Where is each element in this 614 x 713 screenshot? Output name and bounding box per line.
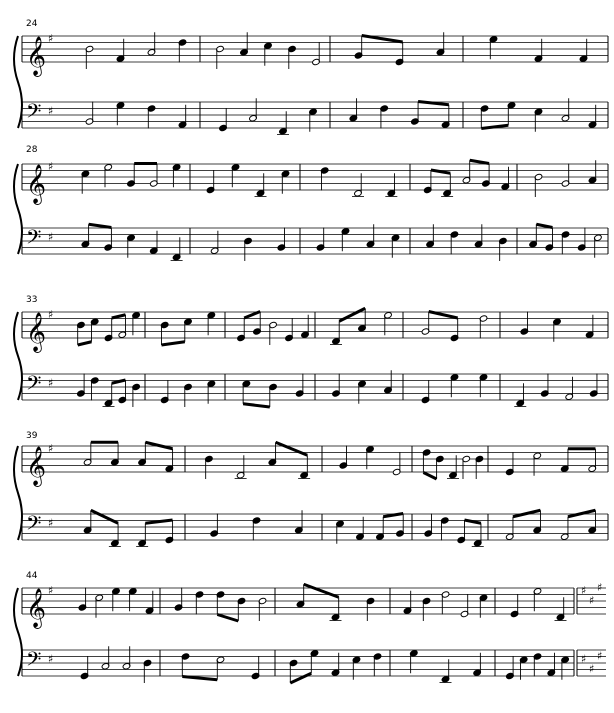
beam xyxy=(244,312,260,319)
beam xyxy=(423,473,436,480)
system-3-staves xyxy=(14,308,608,407)
measure-number-44: 44 xyxy=(26,571,38,581)
beam xyxy=(568,510,596,517)
beam xyxy=(182,677,217,680)
brace xyxy=(14,446,22,540)
beam xyxy=(112,315,126,318)
treble-key-change xyxy=(577,581,606,614)
treble-clef-icon: 𝄞 xyxy=(26,164,47,204)
system-4-staves xyxy=(14,442,608,547)
sharp-icon: ♯ xyxy=(48,104,54,118)
measure-number-28: 28 xyxy=(26,145,38,155)
treble-staff xyxy=(22,442,608,487)
measure-number-24: 24 xyxy=(26,19,38,29)
treble-clef-icon: 𝄞 xyxy=(26,312,47,352)
beam xyxy=(89,224,112,227)
sharp-icon: ♯ xyxy=(48,652,54,666)
brace xyxy=(14,164,22,254)
bass-staff xyxy=(22,370,608,407)
notation-drawing xyxy=(14,32,608,683)
bass-key-change xyxy=(577,649,606,676)
bass-staff xyxy=(22,98,608,135)
bass-staff xyxy=(22,510,608,547)
beam xyxy=(161,342,184,345)
beam xyxy=(145,442,172,449)
treble-clef-icon: 𝄞 xyxy=(26,588,47,628)
bass-clef-icon: 𝄢 xyxy=(26,225,42,254)
beam xyxy=(304,584,339,597)
bass-staff xyxy=(22,224,608,261)
bass-staff xyxy=(22,646,574,683)
sharp-icon: ♯ xyxy=(48,160,54,173)
beam xyxy=(243,404,270,407)
sharp-icon: ♯ xyxy=(597,649,603,663)
beam xyxy=(78,342,92,345)
beam xyxy=(217,615,238,622)
bass-clef-icon: 𝄢 xyxy=(26,371,42,400)
brace xyxy=(14,588,22,676)
beam xyxy=(276,442,308,455)
beam xyxy=(290,673,311,683)
treble-clef-icon: 𝄞 xyxy=(26,36,47,76)
bass-clef-icon: 𝄢 xyxy=(26,511,42,540)
beam xyxy=(429,312,458,319)
brace xyxy=(14,312,22,400)
bass-clef-icon: 𝄢 xyxy=(26,647,42,676)
sharp-icon: ♯ xyxy=(581,584,587,597)
beam xyxy=(362,36,403,43)
sharp-icon: ♯ xyxy=(48,376,54,390)
sharp-icon: ♯ xyxy=(48,584,54,597)
system-5-staves xyxy=(14,584,574,683)
bass-clef-icon: 𝄢 xyxy=(26,99,42,128)
treble-clef-icon: 𝄞 xyxy=(26,446,47,486)
sharp-icon: ♯ xyxy=(597,580,603,594)
treble-staff xyxy=(22,584,574,629)
system-3 xyxy=(26,295,37,305)
system-5 xyxy=(26,571,38,581)
sharp-icon: ♯ xyxy=(48,442,54,455)
treble-staff xyxy=(22,160,608,205)
brace xyxy=(14,36,22,128)
sharp-icon: ♯ xyxy=(48,230,54,244)
system-1 xyxy=(26,19,38,29)
system-2 xyxy=(26,145,38,155)
system-1-staves xyxy=(14,32,608,135)
sharp-icon: ♯ xyxy=(48,516,54,530)
beam xyxy=(513,510,541,517)
beam xyxy=(91,510,118,523)
treble-staff xyxy=(22,32,608,77)
sharp-icon: ♯ xyxy=(589,662,595,676)
system-4 xyxy=(26,431,38,441)
beam xyxy=(339,308,365,321)
sharp-icon: ♯ xyxy=(48,308,54,321)
beam xyxy=(536,224,552,227)
sharp-icon: ♯ xyxy=(581,652,587,666)
measure-number-33: 33 xyxy=(26,295,38,305)
sharp-icon: ♯ xyxy=(589,593,595,607)
treble-staff xyxy=(22,308,608,353)
measure-number-39: 39 xyxy=(26,431,38,441)
sharp-icon: ♯ xyxy=(48,32,54,45)
system-2-staves xyxy=(14,160,608,261)
beam xyxy=(470,160,489,163)
